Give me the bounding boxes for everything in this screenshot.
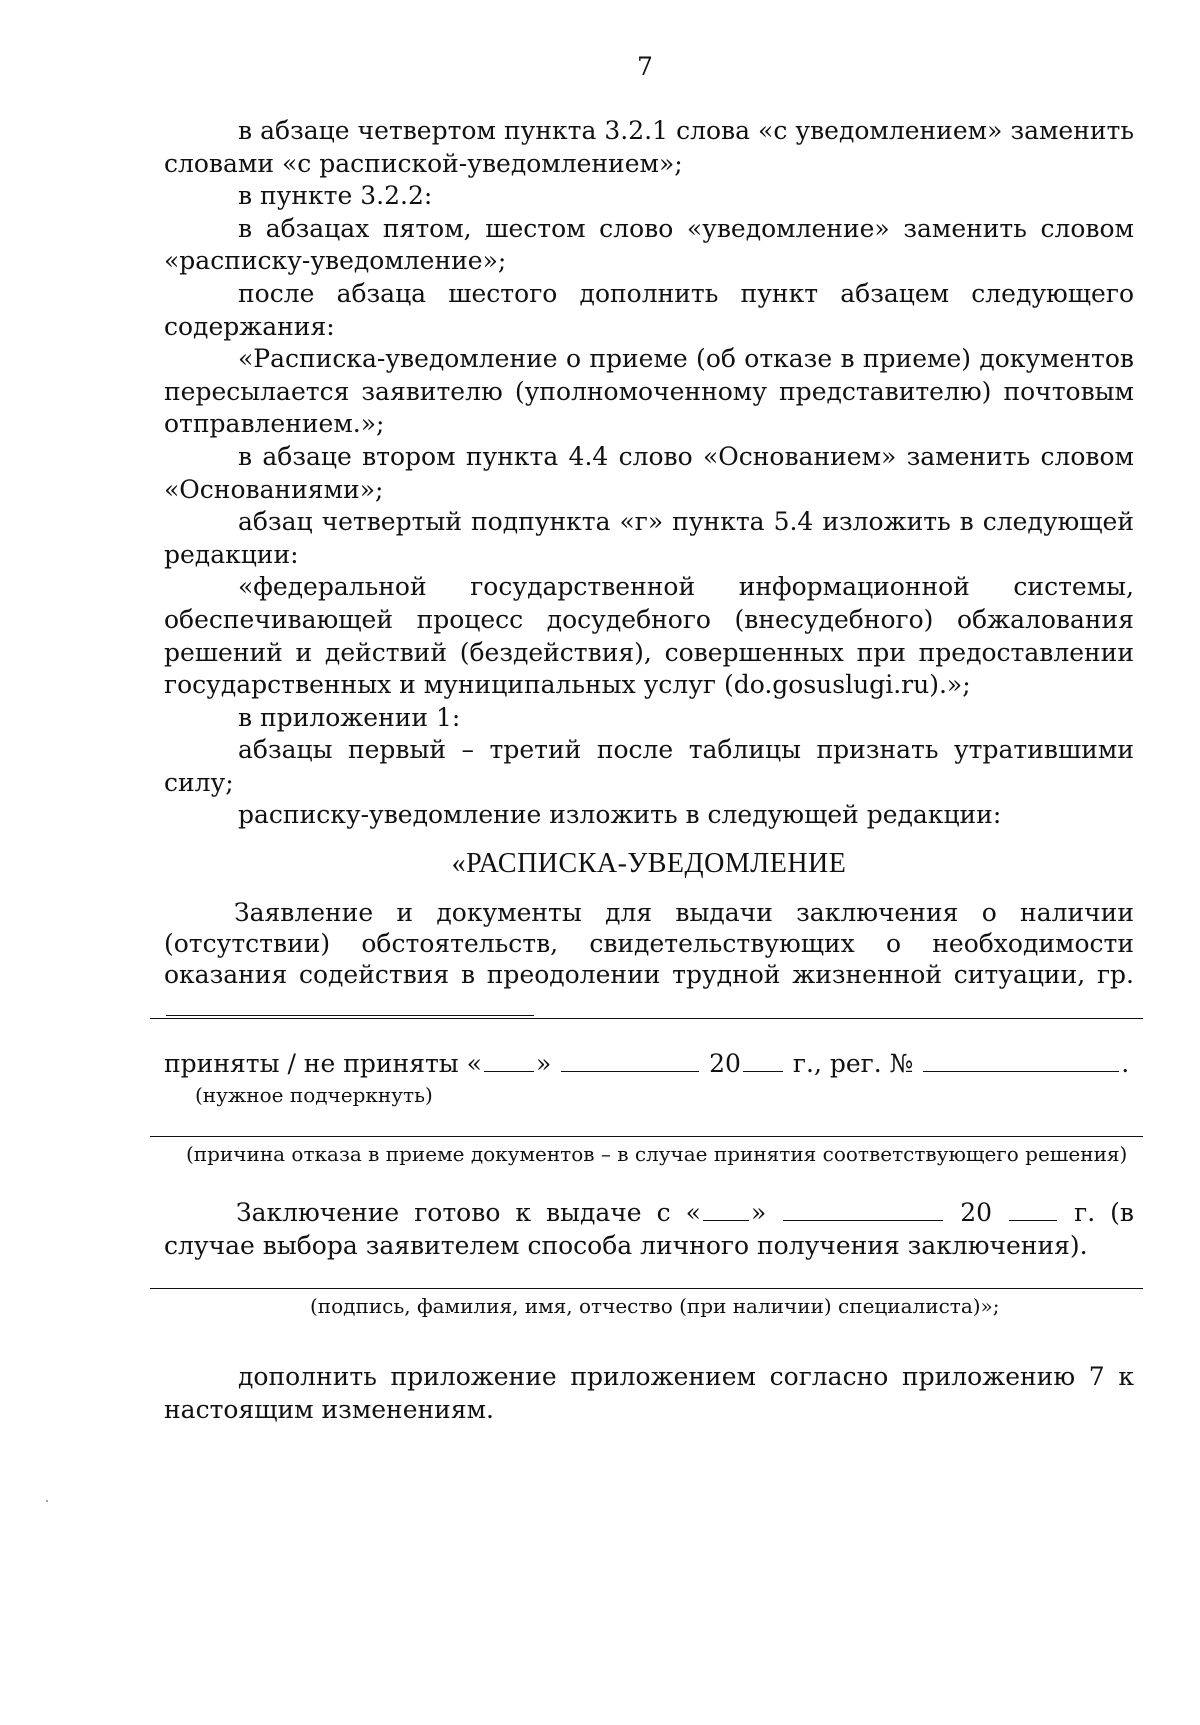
ready-text — [164, 1195, 1134, 1262]
amendment-text — [164, 115, 1134, 832]
paragraph: в пункте 3.2.2: — [238, 181, 433, 211]
refusal-reason-line — [150, 1136, 1143, 1137]
year-prefix: 20 — [709, 1049, 741, 1078]
form-title: «РАСПИСКА-УВЕДОМЛЕНИЕ — [451, 848, 847, 879]
ready-month-blank — [783, 1195, 943, 1221]
form-intro — [164, 897, 1134, 1023]
refusal-caption: (причина отказа в приеме документов – в случае принятия соответствующего решения) — [186, 1142, 1128, 1166]
paragraph: в приложении 1: — [238, 702, 461, 732]
underline-hint: (нужное подчеркнуть) — [195, 1083, 433, 1107]
reg-number-blank — [923, 1046, 1119, 1072]
ready-start: Заключение готово к выдаче с « — [236, 1198, 701, 1227]
month-blank — [561, 1046, 699, 1072]
accept-label: приняты / не приняты « — [164, 1049, 482, 1078]
year-blank — [743, 1046, 783, 1072]
final-paragraph: дополнить приложение приложением согласно приложению 7 к настоящим изменениям. — [164, 1362, 1134, 1424]
paragraph: абзацы первый – третий после таблицы признать утратившими силу; — [164, 735, 1134, 797]
paragraph: в абзацах пятом, шестом слово «уведомление» заменить словом «расписку-уведомление»; — [164, 213, 1134, 276]
ready-end: г. (в случае выбора заявителем способа личного получения заключения). — [164, 1198, 1134, 1260]
citizen-name-blank — [166, 990, 534, 1016]
signature-line — [150, 1288, 1143, 1289]
ready-year: 20 — [960, 1198, 993, 1227]
day-blank — [484, 1046, 534, 1072]
ready-quote-close: » — [750, 1198, 767, 1227]
quote-close: » — [535, 1049, 552, 1078]
paragraph: абзац четвертый подпункта «г» пункта 5.4 изложить в следующей редакции: — [164, 507, 1134, 569]
acceptance-line — [164, 1046, 1144, 1078]
ready-day-blank — [703, 1195, 749, 1221]
signature-caption: (подпись, фамилия, имя, отчество (при наличии) специалиста)»; — [310, 1294, 1000, 1318]
paragraph: в абзаце четвертом пункта 3.2.1 слова «с уведомлением» заменить словами «с распиской-уведомлением»; — [164, 116, 1134, 178]
paragraph: после абзаца шестого дополнить пункт абзацем следующего содержания: — [164, 278, 1134, 341]
ready-year-blank — [1009, 1195, 1057, 1221]
reg-label: г., рег. № — [792, 1049, 914, 1078]
paragraph: в абзаце втором пункта 4.4 слово «Основанием» заменить словом «Основаниями»; — [164, 441, 1134, 504]
citizen-name-line — [150, 1018, 1143, 1019]
paragraph: расписку-уведомление изложить в следующей редакции: — [238, 800, 1002, 830]
paragraph: «федеральной государственной информационной системы, обеспечивающей процесс досудебного (внесудебного) обжалования решений и действий (бездействия), совершенных при предоставлении государственных и муниципальных услуг (do.gosuslugi.ru).»; — [164, 572, 1134, 700]
paragraph: «Расписка-уведомление о приеме (об отказе в приеме) документов пересылается заявителю (уполномоченному представителю) почтовым отправлением.»; — [164, 344, 1134, 439]
period: . — [1121, 1049, 1130, 1078]
form-intro-text: Заявление и документы для выдачи заключения о наличии (отсутствии) обстоятельств, свидетельствующих о необходимости оказания содействия в преодолении трудной жизненной ситуации, гр. — [164, 898, 1134, 989]
page-number: 7 — [637, 52, 653, 81]
scan-speck — [46, 1500, 48, 1502]
